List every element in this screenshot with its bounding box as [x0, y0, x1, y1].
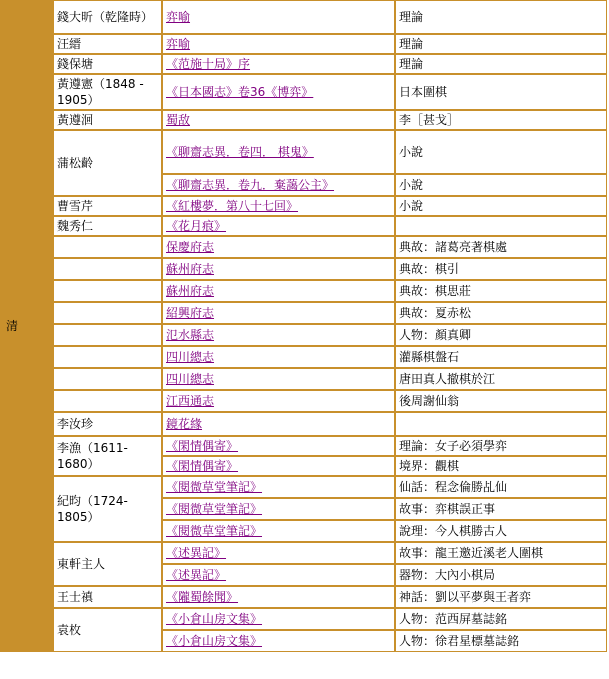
title-cell — [162, 412, 395, 436]
author-cell — [53, 236, 162, 258]
title-cell — [162, 586, 395, 608]
note-cell: 典故：棋思莊 — [395, 280, 607, 302]
work-title-link[interactable]: 江西通志 — [166, 394, 215, 408]
work-title-link[interactable]: 蘇州府志 — [166, 284, 215, 298]
author-cell: 曹雪芹 — [53, 196, 162, 216]
title-cell — [162, 324, 395, 346]
author-cell: 李汝珍 — [53, 412, 162, 436]
note-cell: 器物：大內小棋局 — [395, 564, 607, 586]
author-cell — [53, 368, 162, 390]
note-cell: 李［甚戈］ — [395, 110, 607, 130]
author-cell — [53, 346, 162, 368]
note-cell: 神話：劉以平夢與王者弈 — [395, 586, 607, 608]
note-cell: 理論 — [395, 54, 607, 74]
work-title-link[interactable]: 《閱微草堂筆記》 — [166, 502, 263, 516]
note-cell: 典故：夏赤松 — [395, 302, 607, 324]
work-title-link[interactable]: 《聊齋志異．卷四． 棋鬼》 — [166, 145, 314, 159]
note-cell: 人物：徐君星標墓誌銘 — [395, 630, 607, 652]
author-cell — [53, 280, 162, 302]
title-cell — [162, 390, 395, 412]
author-cell: 汪縉 — [53, 34, 162, 54]
work-title-link[interactable]: 《紅樓夢．第八十七回》 — [166, 199, 299, 213]
work-title-link[interactable]: 《閱微草堂筆記》 — [166, 524, 263, 538]
table-row — [0, 436, 607, 456]
work-title-link[interactable]: 《范施十局》序 — [166, 57, 251, 71]
title-cell — [162, 608, 395, 630]
author-cell: 黃遵憲（1848 - 1905） — [53, 74, 162, 110]
author-cell — [53, 390, 162, 412]
note-cell: 人物：顏真卿 — [395, 324, 607, 346]
table-row — [0, 586, 607, 608]
work-title-link[interactable]: 弈喻 — [166, 10, 191, 24]
work-title-link[interactable]: 《述異記》 — [166, 546, 227, 560]
table-row — [0, 74, 607, 110]
title-cell — [162, 74, 395, 110]
table-row — [0, 280, 607, 302]
table-row — [0, 608, 607, 630]
table-row — [0, 34, 607, 54]
title-cell — [162, 368, 395, 390]
note-cell: 故事：弈棋誤正事 — [395, 498, 607, 520]
work-title-link[interactable]: 《聊齋志異．卷九．棄藹公主》 — [166, 178, 335, 192]
note-cell: 小說 — [395, 174, 607, 196]
work-title-link[interactable]: 保慶府志 — [166, 240, 215, 254]
work-title-link[interactable]: 《隴蜀餘聞》 — [166, 590, 239, 604]
table-row — [0, 130, 607, 174]
work-title-link[interactable]: 《花月痕》 — [166, 219, 227, 233]
table-row — [0, 390, 607, 412]
dynasty-cell: 清 — [0, 0, 53, 652]
note-cell: 典故：棋引 — [395, 258, 607, 280]
work-title-link[interactable]: 氾水縣志 — [166, 328, 215, 342]
work-title-link[interactable]: 《閑情偶寄》 — [166, 459, 239, 473]
work-title-link[interactable]: 弈喻 — [166, 37, 191, 51]
note-cell — [395, 412, 607, 436]
title-cell — [162, 216, 395, 236]
title-cell — [162, 476, 395, 498]
author-cell: 魏秀仁 — [53, 216, 162, 236]
note-cell: 典故：諸葛亮著棋處 — [395, 236, 607, 258]
author-cell: 王士禛 — [53, 586, 162, 608]
note-cell — [395, 216, 607, 236]
title-cell — [162, 236, 395, 258]
note-cell: 理論 — [395, 34, 607, 54]
table-row — [0, 196, 607, 216]
note-cell: 境界：觀棋 — [395, 456, 607, 476]
note-cell: 人物：范西屏墓誌銘 — [395, 608, 607, 630]
note-cell: 小說 — [395, 130, 607, 174]
work-title-link[interactable]: 《述異記》 — [166, 568, 227, 582]
title-cell — [162, 174, 395, 196]
title-cell — [162, 564, 395, 586]
title-cell — [162, 498, 395, 520]
author-cell — [53, 302, 162, 324]
table-row — [0, 54, 607, 74]
table-row — [0, 302, 607, 324]
note-cell: 後周謝仙翁 — [395, 390, 607, 412]
table-row — [0, 0, 607, 34]
title-cell — [162, 346, 395, 368]
title-cell — [162, 542, 395, 564]
title-cell — [162, 280, 395, 302]
table-row — [0, 324, 607, 346]
work-title-link[interactable]: 蘇州府志 — [166, 262, 215, 276]
note-cell: 理論 — [395, 0, 607, 34]
work-title-link[interactable]: 《小倉山房文集》 — [166, 612, 263, 626]
note-cell: 日本圍棋 — [395, 74, 607, 110]
title-cell — [162, 110, 395, 130]
author-cell: 黃遵洄 — [53, 110, 162, 130]
title-cell — [162, 0, 395, 34]
note-cell: 唐田真人撤棋於江 — [395, 368, 607, 390]
author-cell: 錢大昕（乾隆時） — [53, 0, 162, 34]
title-cell — [162, 302, 395, 324]
table-row — [0, 476, 607, 498]
table-row — [0, 258, 607, 280]
author-cell: 蒲松齡 — [53, 130, 162, 196]
work-title-link[interactable]: 蜀敌 — [166, 113, 191, 127]
table-row — [0, 542, 607, 564]
work-title-link[interactable]: 《小倉山房文集》 — [166, 634, 263, 648]
table-row — [0, 110, 607, 130]
note-cell: 仙話：程念倫勝乩仙 — [395, 476, 607, 498]
work-title-link[interactable]: 《閱微草堂筆記》 — [166, 480, 263, 494]
work-title-link[interactable]: 四川總志 — [166, 350, 215, 364]
title-cell — [162, 258, 395, 280]
note-cell: 理論：女子必須學弈 — [395, 436, 607, 456]
table-row — [0, 236, 607, 258]
title-cell — [162, 196, 395, 216]
title-cell — [162, 34, 395, 54]
work-title-link[interactable]: 紹興府志 — [166, 306, 215, 320]
author-cell: 錢保塘 — [53, 54, 162, 74]
title-cell — [162, 630, 395, 652]
note-cell: 說理：今人棋勝古人 — [395, 520, 607, 542]
work-title-link[interactable]: 《日本國志》卷36《博弈》 — [166, 85, 314, 99]
title-cell — [162, 130, 395, 174]
work-title-link[interactable]: 鏡花緣 — [166, 417, 203, 431]
work-title-link[interactable]: 《閑情偶寄》 — [166, 439, 239, 453]
title-cell — [162, 520, 395, 542]
note-cell: 小說 — [395, 196, 607, 216]
author-cell: 李漁（1611-1680） — [53, 436, 162, 476]
table-row — [0, 412, 607, 436]
author-cell: 紀昀（1724-1805） — [53, 476, 162, 542]
table-row — [0, 216, 607, 236]
title-cell — [162, 436, 395, 456]
author-cell: 東軒主人 — [53, 542, 162, 586]
author-cell — [53, 258, 162, 280]
author-cell — [53, 324, 162, 346]
note-cell: 灌縣棋盤石 — [395, 346, 607, 368]
note-cell: 故事：龍王邀近溪老人圍棋 — [395, 542, 607, 564]
author-cell: 袁枚 — [53, 608, 162, 652]
title-cell — [162, 54, 395, 74]
work-title-link[interactable]: 四川總志 — [166, 372, 215, 386]
table-row — [0, 368, 607, 390]
table-row — [0, 346, 607, 368]
title-cell — [162, 456, 395, 476]
